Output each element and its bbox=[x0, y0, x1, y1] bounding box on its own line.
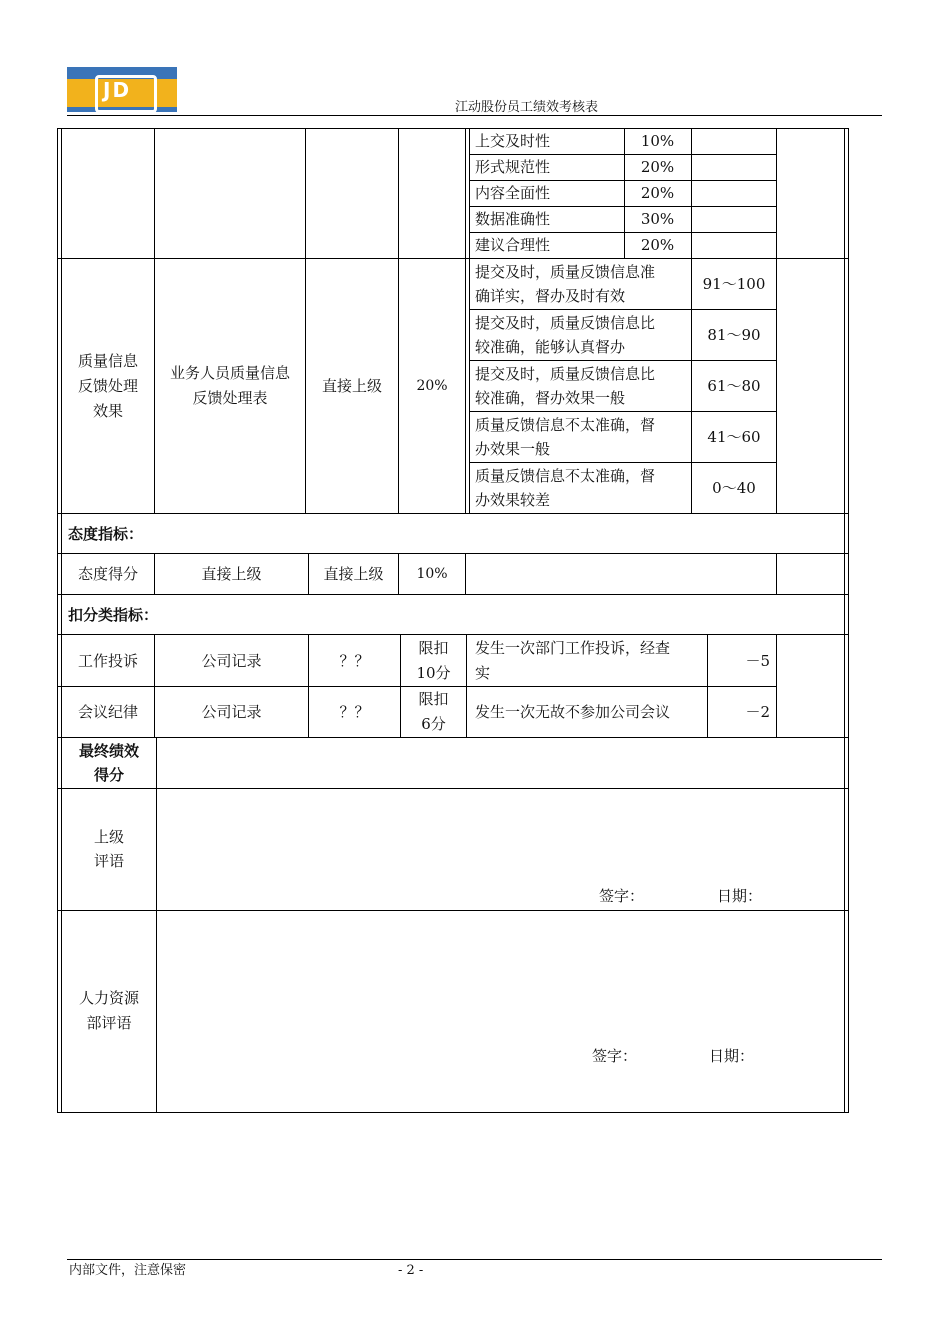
deduction-desc: 发生一次无故不参加公司会议 bbox=[475, 703, 671, 721]
deduction-limit: 6分 bbox=[421, 715, 446, 733]
deduction-desc: 发生一次部门工作投诉，经查 bbox=[475, 639, 671, 657]
criteria-label: 建议合理性 bbox=[475, 236, 551, 254]
weight: 20% bbox=[416, 378, 448, 394]
section-title: 态度指标： bbox=[68, 525, 144, 543]
deduction-limit: 限扣 bbox=[418, 639, 449, 657]
deduction-limit: 10分 bbox=[416, 664, 451, 682]
level-desc: 质量反馈信息不太准确，督 bbox=[475, 416, 656, 434]
attitude-evaluator: 直接上级 bbox=[323, 565, 384, 583]
deduction-evaluator: ？？ bbox=[339, 652, 370, 670]
level-desc: 办效果一般 bbox=[475, 440, 551, 458]
deduction-source: 公司记录 bbox=[201, 703, 262, 721]
indicator-name: 质量信息 反馈处理 效果 bbox=[77, 352, 138, 420]
deduction-limit: 限扣 bbox=[418, 690, 449, 708]
final-score-label: 最终绩效 bbox=[78, 742, 139, 760]
criteria-label: 上交及时性 bbox=[475, 132, 551, 150]
section-title: 扣分类指标： bbox=[68, 606, 159, 624]
company-logo-icon: JD bbox=[67, 67, 177, 112]
level-desc: 提交及时，质量反馈信息比 bbox=[475, 314, 656, 332]
level-score: 81～90 bbox=[707, 326, 761, 344]
data-source: 业务人员质量信息反馈处理表 bbox=[169, 364, 290, 407]
level-desc: 较准确，督办效果一般 bbox=[475, 389, 626, 407]
level-desc: 提交及时，质量反馈信息比 bbox=[475, 365, 656, 383]
footer-note: 内部文件，注意保密 bbox=[69, 1263, 187, 1278]
header-title: 江动股份员工绩效考核表 bbox=[455, 100, 599, 115]
attitude-source: 直接上级 bbox=[201, 565, 262, 583]
superior-comment-label: 上级 bbox=[93, 828, 124, 846]
level-desc: 确详实，督办及时有效 bbox=[475, 287, 626, 305]
deduction-name: 工作投诉 bbox=[77, 652, 138, 670]
deduction-points: －2 bbox=[745, 703, 770, 721]
criteria-weight: 20% bbox=[640, 158, 675, 176]
evaluator: 直接上级 bbox=[321, 377, 382, 395]
criteria-label: 内容全面性 bbox=[475, 184, 551, 202]
level-desc: 较准确，能够认真督办 bbox=[475, 338, 626, 356]
deduction-desc: 实 bbox=[475, 664, 491, 682]
deduction-points: －5 bbox=[745, 652, 770, 670]
date-label: 日期： bbox=[709, 1047, 755, 1065]
signature-label: 签字： bbox=[592, 1047, 638, 1065]
criteria-label: 形式规范性 bbox=[475, 158, 551, 176]
criteria-weight: 20% bbox=[640, 184, 675, 202]
deduction-source: 公司记录 bbox=[201, 652, 262, 670]
date-label: 日期： bbox=[717, 887, 763, 905]
deduction-evaluator: ？？ bbox=[339, 703, 370, 721]
level-desc: 质量反馈信息不太准确，督 bbox=[475, 467, 656, 485]
level-desc: 办效果较差 bbox=[475, 491, 551, 509]
criteria-weight: 30% bbox=[640, 210, 675, 228]
level-score: 91～100 bbox=[702, 275, 766, 293]
final-score-label: 得分 bbox=[93, 766, 124, 784]
deduction-name: 会议纪律 bbox=[77, 703, 138, 721]
page-number: - 2 - bbox=[398, 1263, 424, 1278]
criteria-weight: 20% bbox=[640, 236, 675, 254]
attitude-weight: 10% bbox=[416, 566, 448, 582]
criteria-label: 数据准确性 bbox=[475, 210, 551, 228]
hr-comment-label: 部评语 bbox=[86, 1014, 132, 1032]
level-desc: 提交及时，质量反馈信息准 bbox=[475, 263, 656, 281]
superior-comment-label: 评语 bbox=[93, 852, 124, 870]
criteria-weight: 10% bbox=[640, 132, 675, 150]
signature-label: 签字： bbox=[599, 887, 645, 905]
hr-comment-label: 人力资源 bbox=[78, 989, 139, 1007]
level-score: 61～80 bbox=[707, 377, 761, 395]
attitude-name: 态度得分 bbox=[77, 565, 138, 583]
level-score: 41～60 bbox=[707, 428, 761, 446]
level-score: 0～40 bbox=[712, 479, 756, 497]
